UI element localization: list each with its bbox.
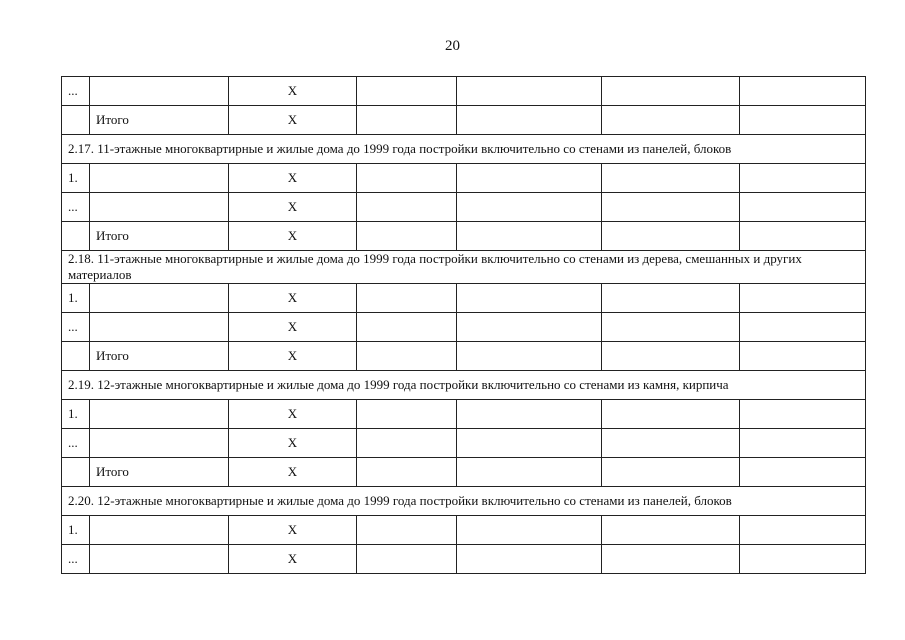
empty-cell <box>357 222 457 251</box>
row-mark-cell: X <box>229 164 357 193</box>
row-mark-cell: X <box>229 222 357 251</box>
table-row <box>62 284 866 313</box>
empty-cell <box>357 400 457 429</box>
row-name-cell <box>90 313 229 342</box>
empty-cell <box>740 164 866 193</box>
table-row <box>62 222 866 251</box>
row-mark-cell: X <box>229 77 357 106</box>
empty-cell <box>357 313 457 342</box>
row-number-cell: ... <box>62 313 90 342</box>
empty-cell <box>740 429 866 458</box>
data-table <box>61 76 866 574</box>
section-heading: 2.19. 12-этажные многоквартирные и жилые дома до 1999 года постройки включительно со стенами из камня, кирпича <box>62 371 866 400</box>
row-mark-cell: X <box>229 106 357 135</box>
row-number-cell <box>62 106 90 135</box>
table-row <box>62 164 866 193</box>
empty-cell <box>457 222 602 251</box>
empty-cell <box>457 342 602 371</box>
section-heading: 2.18. 11-этажные многоквартирные и жилые дома до 1999 года постройки включительно со стенами из дерева, смешанных и других материалов <box>62 251 866 284</box>
empty-cell <box>740 458 866 487</box>
row-name-cell: Итого <box>90 106 229 135</box>
row-name-cell <box>90 284 229 313</box>
empty-cell <box>357 342 457 371</box>
row-name-cell <box>90 516 229 545</box>
empty-cell <box>457 400 602 429</box>
page-number: 20 <box>445 38 460 54</box>
empty-cell <box>457 545 602 574</box>
empty-cell <box>357 164 457 193</box>
row-number-cell <box>62 342 90 371</box>
row-mark-cell: X <box>229 342 357 371</box>
row-name-cell: Итого <box>90 458 229 487</box>
empty-cell <box>602 458 740 487</box>
table-row <box>62 313 866 342</box>
empty-cell <box>357 106 457 135</box>
empty-cell <box>602 193 740 222</box>
empty-cell <box>740 193 866 222</box>
empty-cell <box>740 342 866 371</box>
row-number-cell <box>62 458 90 487</box>
row-name-cell <box>90 429 229 458</box>
section-heading-row <box>62 251 866 284</box>
empty-cell <box>457 313 602 342</box>
empty-cell <box>740 545 866 574</box>
empty-cell <box>457 516 602 545</box>
empty-cell <box>357 284 457 313</box>
empty-cell <box>602 429 740 458</box>
row-name-cell: Итого <box>90 222 229 251</box>
empty-cell <box>357 77 457 106</box>
table-row <box>62 545 866 574</box>
table-row <box>62 516 866 545</box>
empty-cell <box>602 400 740 429</box>
section-heading-row <box>62 135 866 164</box>
empty-cell <box>602 545 740 574</box>
table-row <box>62 342 866 371</box>
empty-cell <box>457 77 602 106</box>
empty-cell <box>602 106 740 135</box>
empty-cell <box>602 516 740 545</box>
empty-cell <box>457 193 602 222</box>
row-mark-cell: X <box>229 400 357 429</box>
row-number-cell: ... <box>62 77 90 106</box>
table-row <box>62 106 866 135</box>
empty-cell <box>357 516 457 545</box>
empty-cell <box>740 222 866 251</box>
row-name-cell: Итого <box>90 342 229 371</box>
row-name-cell <box>90 545 229 574</box>
row-name-cell <box>90 400 229 429</box>
row-number-cell: 1. <box>62 284 90 313</box>
empty-cell <box>740 284 866 313</box>
table-row <box>62 429 866 458</box>
table-row <box>62 77 866 106</box>
empty-cell <box>740 516 866 545</box>
row-mark-cell: X <box>229 284 357 313</box>
empty-cell <box>357 193 457 222</box>
row-number-cell: 1. <box>62 400 90 429</box>
table-row <box>62 193 866 222</box>
row-mark-cell: X <box>229 429 357 458</box>
empty-cell <box>457 429 602 458</box>
empty-cell <box>457 458 602 487</box>
row-name-cell <box>90 77 229 106</box>
row-number-cell: 1. <box>62 516 90 545</box>
table-body <box>62 77 866 574</box>
empty-cell <box>602 313 740 342</box>
row-mark-cell: X <box>229 193 357 222</box>
row-mark-cell: X <box>229 458 357 487</box>
empty-cell <box>457 284 602 313</box>
empty-cell <box>602 164 740 193</box>
row-number-cell: ... <box>62 429 90 458</box>
row-mark-cell: X <box>229 545 357 574</box>
section-heading-row <box>62 371 866 400</box>
row-number-cell: ... <box>62 193 90 222</box>
empty-cell <box>357 458 457 487</box>
empty-cell <box>357 429 457 458</box>
row-number-cell: ... <box>62 545 90 574</box>
empty-cell <box>740 106 866 135</box>
empty-cell <box>602 284 740 313</box>
row-number-cell: 1. <box>62 164 90 193</box>
section-heading: 2.17. 11-этажные многоквартирные и жилые дома до 1999 года постройки включительно со стенами из панелей, блоков <box>62 135 866 164</box>
empty-cell <box>740 400 866 429</box>
empty-cell <box>740 77 866 106</box>
row-mark-cell: X <box>229 313 357 342</box>
section-heading-row <box>62 487 866 516</box>
row-name-cell <box>90 164 229 193</box>
empty-cell <box>457 164 602 193</box>
empty-cell <box>357 545 457 574</box>
table-row <box>62 400 866 429</box>
table-row <box>62 458 866 487</box>
empty-cell <box>457 106 602 135</box>
empty-cell <box>602 342 740 371</box>
section-heading: 2.20. 12-этажные многоквартирные и жилые дома до 1999 года постройки включительно со стенами из панелей, блоков <box>62 487 866 516</box>
row-mark-cell: X <box>229 516 357 545</box>
row-name-cell <box>90 193 229 222</box>
empty-cell <box>602 77 740 106</box>
empty-cell <box>740 313 866 342</box>
row-number-cell <box>62 222 90 251</box>
empty-cell <box>602 222 740 251</box>
